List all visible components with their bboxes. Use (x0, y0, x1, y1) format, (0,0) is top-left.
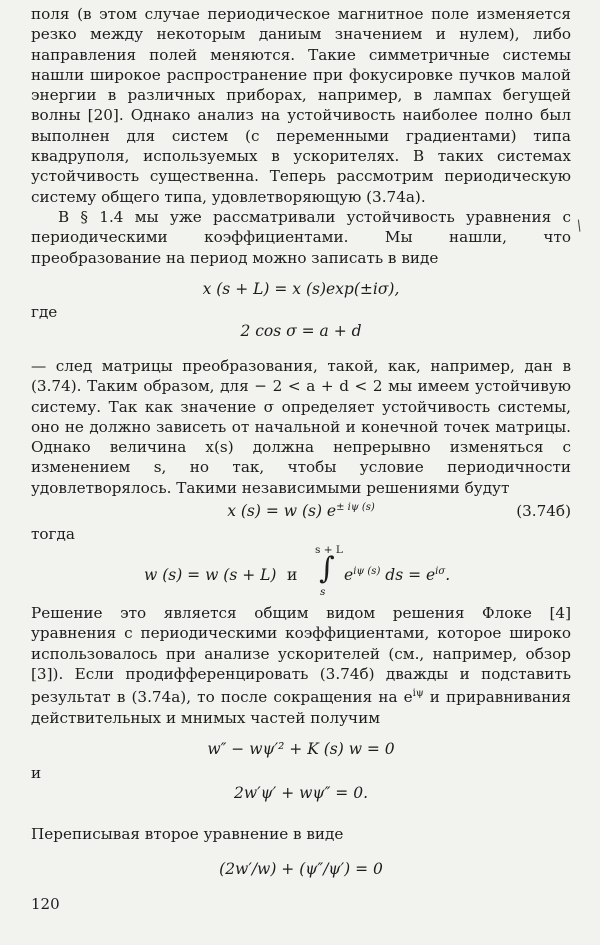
integral-rhs-exponent: iσ (435, 566, 446, 577)
integrand (344, 566, 450, 584)
equation-7: (2w′/w) + (ψ″/ψ′) = 0 (219, 860, 383, 878)
paragraph-1: поля (в этом случае периодическое магнитное поле изменяется резко между некоторым даниым значением и нулем), либо направления полей меняются. Такие симметричные системы нашли широкое распространение при фокусировке пучков малой энергии в различных приборах, например, в лампах бегущей волны [20]. Однако анализ на устойчивость наиболее полно был выполнен для систем (с переменными градиентами) типа квадруполя, используемых в ускорителях. В таких системах устойчивость существенна. Теперь рассмотрим периодическую систему общего типа, удовлетворяющую (3.74а). (31, 5, 571, 206)
paragraph-5: Переписывая второе уравнение в виде (31, 825, 344, 843)
equation-6: 2w′ψ′ + wψ″ = 0. (233, 784, 368, 802)
equation-4-left: w (s) = w (s + L) (144, 566, 277, 584)
margin-mark-icon: / (573, 217, 585, 235)
paragraph-4-end: и приравнивания действительных и мнимых частей получим (31, 688, 572, 727)
paragraph-4-text: Решение это является общим видом решения Флоке [4] уравнения с периодическими коэффициентами, которое широко использовалось при анализе ускорителей (см., например, обзор [3]). Если продифференцировать (3.74б) дважды и подставить результат в (3.74а), то после сокращения на e (31, 604, 571, 707)
page-number: 120 (31, 895, 60, 913)
equation-3 (31, 502, 571, 520)
equation-3-exponent: ± iψ (s) (336, 502, 375, 513)
paragraph-4-exponent: iψ (412, 688, 424, 700)
paragraph-2: В § 1.4 мы уже рассматривали устойчивость уравнения с периодическими коэффициентами. Мы нашли, что преобразование на период можно записать в виде (31, 208, 571, 267)
label-togda: тогда (31, 525, 75, 543)
integral-lower-limit: s (320, 586, 326, 598)
integral-upper-limit: s + L (315, 544, 343, 556)
equation-4-and: и (287, 566, 298, 584)
equation-1: x (s + L) = x (s)exp(±iσ), (202, 280, 400, 298)
label-i: и (31, 764, 42, 782)
integral-rhs: ds = e (385, 566, 436, 585)
paragraph-3: — след матрицы преобразования, такой, как, например, дан в (3.74). Таким образом, для − 2 < a + d < 2 мы имеем устойчивую систему. Так как значение σ определяет устойчивость системы, оно не должно зависеть от начальной и конечной точек матрицы. Однако величина x(s) должна непрерывно изменяться с изменением s, но так, чтобы условие периодичности удовлетворялось. Такими независимыми решениями будут (31, 357, 571, 497)
integrand-exponent: iψ (s) (353, 566, 381, 577)
label-gde: где (31, 303, 58, 321)
equation-4-period: . (445, 566, 451, 585)
equation-5: w″ − wψ′² + K (s) w = 0 (207, 740, 395, 758)
equation-3-main: x (s) = w (s) e (227, 502, 337, 521)
equation-3-tag: (3.74б) (516, 502, 571, 520)
integrand-base: e (344, 566, 354, 585)
integral-sign-icon: ∫ (319, 551, 335, 586)
equation-4 (31, 544, 571, 598)
equation-2: 2 cos σ = a + d (240, 322, 362, 340)
paragraph-4 (31, 603, 571, 728)
